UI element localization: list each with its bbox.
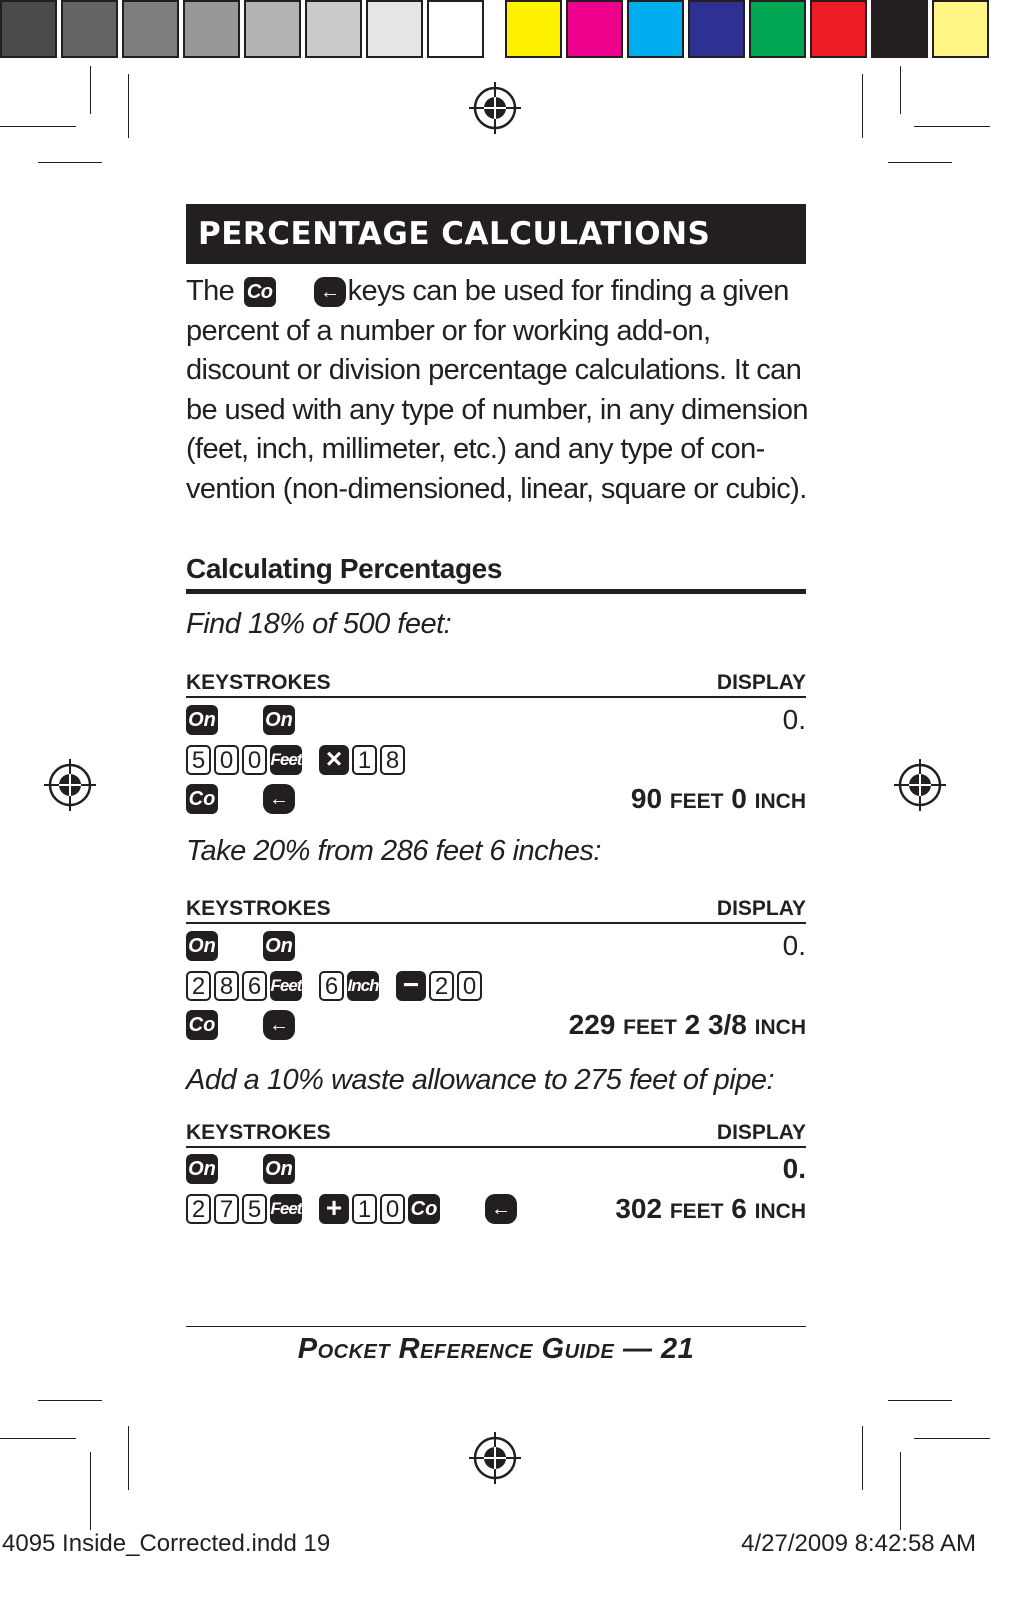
- minus-key-icon: −: [396, 971, 426, 1001]
- crop-mark: [888, 162, 952, 163]
- display-value: 0.: [782, 704, 806, 735]
- display-number: 6: [731, 1193, 747, 1224]
- conv-key-icon: Co: [408, 1194, 440, 1224]
- feet-key-icon: Feet: [270, 1194, 302, 1224]
- digit-key: 2: [429, 971, 454, 1001]
- conv-key-icon: Co: [186, 1010, 218, 1040]
- digit-key: 0: [457, 971, 482, 1001]
- file-slug: 4095 Inside_Corrected.indd 19: [2, 1530, 331, 1557]
- crop-mark: [90, 1452, 91, 1530]
- crop-mark: [38, 1400, 102, 1401]
- keys-group: [186, 1154, 298, 1184]
- keys-group: [186, 784, 298, 814]
- display-number: 302: [615, 1193, 663, 1224]
- section-heading: PERCENTAGE CALCULATIONS: [186, 204, 806, 264]
- keys-group: [186, 1010, 298, 1040]
- backspace-key-icon: ←: [263, 784, 295, 814]
- on-key-icon: On: [186, 931, 218, 961]
- conv-key-icon: Co: [244, 277, 276, 307]
- intro-the: The: [186, 275, 235, 307]
- display-label: DISPLAY: [716, 671, 806, 694]
- keys-group: [186, 1194, 520, 1224]
- multiply-key-icon: ×: [319, 745, 349, 775]
- crop-mark: [38, 162, 102, 163]
- column-header: [186, 1120, 806, 1148]
- digit-key: 5: [242, 1194, 267, 1224]
- display-label: DISPLAY: [716, 897, 806, 920]
- crop-mark: [914, 126, 990, 127]
- on-key-icon: On: [263, 705, 295, 735]
- date-slug: 4/27/2009 8:42:58 AM: [741, 1530, 976, 1557]
- feet-key-icon: Feet: [270, 745, 302, 775]
- crop-mark: [0, 126, 76, 127]
- intro-text: keys can be used for finding a given percent of a number or for working add-on, discount or division percentage calculations. It can be used with any type of number, in any dimension (feet, inch, millimeter, etc.) and any type of con-vention (non-dimensioned, linear, square or cubic).: [186, 275, 808, 505]
- on-key-icon: On: [186, 705, 218, 735]
- magenta-swatch: [566, 0, 623, 58]
- registration-mark-icon: [469, 1432, 521, 1484]
- red-swatch: [810, 0, 867, 58]
- display-unit: FEET: [623, 1016, 677, 1039]
- digit-key: 7: [214, 1194, 239, 1224]
- digit-key: 0: [214, 745, 239, 775]
- gray-swatch: [183, 0, 240, 58]
- example-title: Add a 10% waste allowance to 275 feet of pipe:: [186, 1064, 775, 1096]
- display-number: 0: [731, 783, 747, 814]
- keystroke-row: [186, 781, 806, 817]
- keystroke-row: [186, 742, 806, 778]
- backspace-key-icon: ←: [485, 1194, 517, 1224]
- keys-group: [186, 971, 485, 1001]
- gray-swatch: [305, 0, 362, 58]
- blue-swatch: [688, 0, 745, 58]
- digit-key: 1: [352, 745, 377, 775]
- keys-group: [186, 931, 298, 961]
- green-swatch: [749, 0, 806, 58]
- registration-mark-icon: [894, 759, 946, 811]
- on-key-icon: On: [186, 1154, 218, 1184]
- digit-key: 5: [186, 745, 211, 775]
- crop-mark: [0, 1438, 76, 1439]
- digit-key: 1: [352, 1194, 377, 1224]
- gray-swatch: [0, 0, 57, 58]
- gray-swatch: [61, 0, 118, 58]
- display-unit: INCH: [754, 1200, 806, 1223]
- keystroke-row: [186, 928, 806, 964]
- on-key-icon: On: [263, 1154, 295, 1184]
- digit-key: 0: [242, 745, 267, 775]
- display-unit: INCH: [754, 1016, 806, 1039]
- process-color-bar: [505, 0, 993, 62]
- display-label: DISPLAY: [716, 1121, 806, 1144]
- digit-key: 8: [214, 971, 239, 1001]
- keystrokes-label: KEYSTROKES: [186, 671, 331, 694]
- display-value: 0.: [782, 1153, 806, 1184]
- subheading: Calculating Percentages: [186, 549, 806, 594]
- conv-key-icon: Co: [186, 784, 218, 814]
- keystroke-row: [186, 1007, 806, 1043]
- display-number: 90: [630, 783, 663, 814]
- example-title: Take 20% from 286 feet 6 inches:: [186, 835, 601, 867]
- keys-group: [186, 745, 408, 775]
- keystroke-row: [186, 702, 806, 738]
- backspace-key-icon: ←: [314, 277, 346, 307]
- keystroke-row: [186, 968, 806, 1004]
- keystrokes-label: KEYSTROKES: [186, 1121, 331, 1144]
- page-footer: Pocket Reference Guide — 21: [297, 1333, 695, 1365]
- digit-key: 2: [186, 971, 211, 1001]
- crop-mark: [862, 74, 863, 138]
- crop-mark: [900, 66, 901, 114]
- feet-key-icon: Feet: [270, 971, 302, 1001]
- digit-key: 6: [319, 971, 344, 1001]
- crop-mark: [900, 1452, 901, 1530]
- keystroke-row: [186, 1151, 806, 1187]
- digit-key: 6: [242, 971, 267, 1001]
- display-unit: FEET: [669, 1200, 724, 1223]
- yellow-swatch: [505, 0, 562, 58]
- gray-swatch: [244, 0, 301, 58]
- grayscale-bar: [0, 0, 488, 62]
- digit-key: 0: [380, 1194, 405, 1224]
- digit-key: 8: [380, 745, 405, 775]
- keys-group: [186, 705, 298, 735]
- light-yellow-swatch: [932, 0, 989, 58]
- crop-mark: [914, 1438, 990, 1439]
- column-header: [186, 670, 806, 698]
- crop-mark: [128, 74, 129, 138]
- digit-key: 2: [186, 1194, 211, 1224]
- crop-mark: [862, 1426, 863, 1490]
- gray-swatch: [122, 0, 179, 58]
- display-number: 2 3/8: [684, 1009, 747, 1040]
- plus-key-icon: +: [319, 1194, 349, 1224]
- gray-swatch: [427, 0, 484, 58]
- display-unit: INCH: [754, 790, 806, 813]
- footer-rule: [186, 1326, 806, 1327]
- inch-key-icon: Inch: [347, 971, 379, 1001]
- on-key-icon: On: [263, 931, 295, 961]
- black-swatch: [871, 0, 928, 58]
- keystrokes-label: KEYSTROKES: [186, 897, 331, 920]
- display-value: 0.: [782, 930, 806, 961]
- display-number: 229: [568, 1009, 616, 1040]
- cyan-swatch: [627, 0, 684, 58]
- intro-paragraph: [186, 272, 810, 510]
- display-value: [615, 1191, 806, 1230]
- column-header: [186, 896, 806, 924]
- keystroke-row: [186, 1191, 806, 1227]
- example-title: Find 18% of 500 feet:: [186, 608, 452, 640]
- crop-mark: [90, 66, 91, 114]
- gray-swatch: [366, 0, 423, 58]
- display-value: [569, 1007, 806, 1046]
- display-unit: FEET: [669, 790, 724, 813]
- crop-mark: [888, 1400, 952, 1401]
- registration-mark-icon: [44, 759, 96, 811]
- registration-mark-icon: [469, 82, 521, 134]
- display-value: [631, 781, 806, 820]
- crop-mark: [128, 1426, 129, 1490]
- backspace-key-icon: ←: [263, 1010, 295, 1040]
